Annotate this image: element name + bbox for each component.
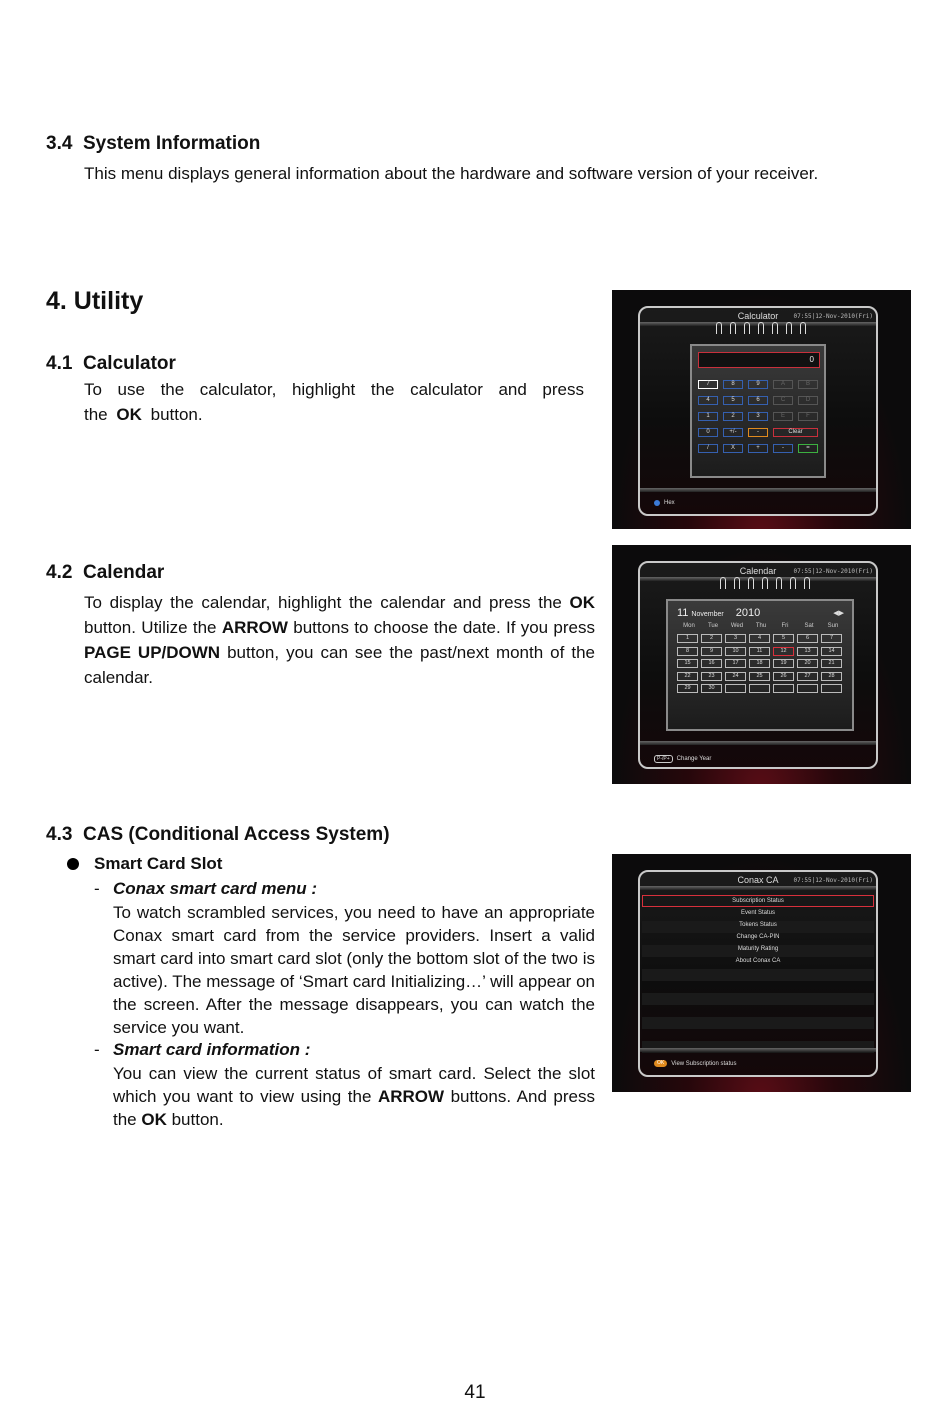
weekday-label: Mon (683, 623, 695, 629)
section-title: Calendar (83, 562, 165, 583)
section-number: 4.1 (46, 353, 73, 374)
sub-heading-conax-menu: Conax smart card menu : (113, 879, 318, 898)
page-key-icon: P-/P+ (654, 755, 673, 763)
screen-title: Calendar (739, 566, 777, 576)
smartcard-info-body: You can view the current status of smart card. Select the slot which you want to view using the ARROW buttons. And press the OK button. (113, 1064, 595, 1129)
page-number: 41 (464, 1382, 486, 1403)
calendar-date-cell[interactable]: 16 (701, 659, 722, 668)
calendar-date-cell[interactable]: 15 (677, 659, 698, 668)
calendar-date-cell[interactable] (797, 684, 818, 693)
dash-marker: - (94, 1040, 100, 1059)
menu-item-change-ca-pin[interactable]: Change CA-PIN (736, 934, 780, 940)
menu-item-tokens-status[interactable]: Tokens Status (739, 922, 777, 928)
section-number: 3.4 (46, 133, 73, 154)
section-4-2-body: To display the calendar, highlight the calendar and press the OK button. Utilize the ARROW buttons to choose the date. If you press PAGE UP/DOWN button, you can see the past/next month of the calendar. (84, 593, 595, 687)
calendar-date-cell[interactable]: 19 (773, 659, 794, 668)
calendar-date-cell[interactable]: 17 (725, 659, 746, 668)
conax-menu-body: To watch scrambled services, you need to have an appropriate Conax smart card from the service providers. Insert a valid smart card into smart card slot (only the bottom slot of the two is active). The message of ‘Smart card Initializing…’ will appear on the screen. After the message disappears, you can watch the service you want. (113, 903, 595, 1037)
calendar-date-cell[interactable]: 27 (797, 672, 818, 681)
section-3-4-heading (46, 133, 260, 155)
calc-key[interactable]: B (798, 380, 818, 389)
calendar-date-cell[interactable]: 13 (797, 647, 818, 656)
section-4-2-heading (46, 562, 164, 584)
binder-rings (720, 577, 810, 589)
footer-rule (640, 1048, 876, 1052)
calendar-date-cell[interactable]: 4 (749, 634, 770, 643)
calendar-year: 2010 (735, 607, 761, 619)
calendar-date-cell[interactable] (725, 684, 746, 693)
screen-clock: 07:55|12-Nov-2010(Fri) (793, 313, 873, 320)
calendar-month: November (691, 611, 724, 618)
calendar-date-cell[interactable]: 3 (725, 634, 746, 643)
footer-rule (640, 488, 876, 492)
section-4-1-heading (46, 353, 176, 375)
weekday-label: Fri (781, 623, 789, 629)
calculator-keypad (698, 380, 818, 453)
section-title: System Information (83, 133, 261, 154)
weekday-label: Sat (804, 623, 814, 629)
calendar-date-cell[interactable]: 10 (725, 647, 746, 656)
bullet-icon (67, 858, 79, 870)
calendar-screenshot (612, 545, 911, 784)
calendar-date-cell[interactable]: 20 (797, 659, 818, 668)
sub-heading-smartcard-info: Smart card information : (113, 1040, 311, 1059)
dash-marker: - (94, 879, 100, 898)
calc-key[interactable]: 8 (723, 380, 743, 389)
screen-clock: 07:55|12-Nov-2010(Fri) (793, 568, 873, 575)
section-title: Calculator (83, 353, 176, 374)
menu-item-about-conax-ca[interactable]: About Conax CA (735, 958, 781, 964)
calendar-date-cell[interactable] (773, 684, 794, 693)
calendar-date-cell[interactable]: 6 (797, 634, 818, 643)
calendar-day: 11 (677, 607, 689, 619)
screen-footer: Hex (654, 500, 675, 506)
calendar-date-cell[interactable]: 8 (677, 647, 698, 656)
screen-title: Calculator (737, 311, 779, 321)
screen-footer: P-/P+ Change Year (654, 755, 711, 763)
calculator-screenshot (612, 290, 911, 529)
calendar-date-cell[interactable]: 29 (677, 684, 698, 693)
calendar-date-cell[interactable]: 12 (773, 647, 794, 656)
calc-equals-key[interactable]: = (798, 444, 818, 453)
calendar-date-cell[interactable]: 2 (701, 634, 722, 643)
calc-key[interactable]: F (798, 412, 818, 421)
calc-key[interactable]: C (773, 396, 793, 405)
calc-key[interactable]: 3 (748, 412, 768, 421)
calendar-date-cell[interactable]: 18 (749, 659, 770, 668)
calc-key[interactable]: 0 (698, 428, 718, 437)
weekday-label: Wed (730, 623, 744, 629)
calc-key[interactable]: E (773, 412, 793, 421)
calc-key[interactable]: / (698, 444, 718, 453)
calculator-panel (690, 344, 826, 478)
calc-key[interactable]: + (748, 444, 768, 453)
title-rule (640, 886, 876, 890)
calendar-date-cell[interactable]: 24 (725, 672, 746, 681)
calendar-date-cell[interactable]: 5 (773, 634, 794, 643)
calendar-panel (666, 599, 854, 731)
ok-key-text: OK (116, 405, 142, 424)
calendar-date-cell[interactable]: 30 (701, 684, 722, 693)
calc-key[interactable]: X (723, 444, 743, 453)
calendar-date-cell[interactable]: 14 (821, 647, 842, 656)
calendar-date-cell[interactable]: 25 (749, 672, 770, 681)
calendar-date-cell[interactable]: 9 (701, 647, 722, 656)
calendar-date-cell[interactable]: 21 (821, 659, 842, 668)
section-number: 4.3 (46, 824, 73, 845)
menu-item-event-status[interactable]: Event Status (740, 910, 776, 916)
tv-frame (638, 306, 878, 516)
calc-key[interactable]: 9 (748, 380, 768, 389)
calc-key[interactable]: +/- (723, 428, 743, 437)
tv-frame (638, 561, 878, 769)
weekday-label: Tue (707, 623, 719, 629)
body-line: To use the calculator, highlight the calculator and press (84, 380, 584, 399)
calc-key[interactable]: - (748, 428, 768, 437)
screen-footer: OK View Subscription status (654, 1060, 737, 1067)
calendar-date-cell[interactable]: 22 (677, 672, 698, 681)
conax-ca-screenshot (612, 854, 911, 1092)
calendar-date-cell[interactable]: 28 (821, 672, 842, 681)
menu-item-maturity-rating[interactable]: Maturity Rating (737, 946, 779, 952)
weekday-label: Thu (755, 623, 767, 629)
section-3-4-body: This menu displays general information about the hardware and software version of your receiver. (84, 164, 819, 183)
section-number: 4.2 (46, 562, 73, 583)
body-line: the OK button. (84, 405, 203, 424)
calculator-display: 0 (698, 352, 820, 368)
screen-title: Conax CA (737, 875, 779, 885)
calc-key[interactable]: 2 (723, 412, 743, 421)
section-title: CAS (Conditional Access System) (83, 824, 390, 845)
screen-clock: 07:55|12-Nov-2010(Fri) (793, 877, 873, 884)
blue-button-icon (654, 500, 660, 506)
calendar-date-cell[interactable]: 23 (701, 672, 722, 681)
binder-rings (716, 322, 806, 334)
footer-rule (640, 741, 876, 745)
calendar-date-cell[interactable] (749, 684, 770, 693)
chapter-4-heading: 4. Utility (46, 287, 144, 315)
calendar-date-cell[interactable]: 7 (821, 634, 842, 643)
calc-key[interactable]: 4 (698, 396, 718, 405)
weekday-header (677, 623, 845, 629)
weekday-label: Sun (827, 623, 839, 629)
calc-key[interactable]: 1 (698, 412, 718, 421)
calc-key[interactable]: A (773, 380, 793, 389)
calendar-date-cell[interactable]: 11 (749, 647, 770, 656)
section-4-3-heading (46, 824, 390, 846)
bullet-heading: Smart Card Slot (94, 854, 223, 873)
calendar-date-cell[interactable]: 1 (677, 634, 698, 643)
calendar-date-cell[interactable] (821, 684, 842, 693)
calc-key[interactable]: 6 (748, 396, 768, 405)
calc-key[interactable]: - (773, 444, 793, 453)
section-4-1-body (84, 377, 584, 427)
menu-item-subscription-status[interactable]: Subscription Status (642, 895, 874, 907)
calendar-date-grid (677, 634, 842, 693)
calc-key[interactable]: 5 (723, 396, 743, 405)
calc-key[interactable]: D (798, 396, 818, 405)
calc-key[interactable]: 7 (698, 380, 718, 389)
tv-frame (638, 870, 878, 1077)
month-nav-icon[interactable]: ◀▶ (833, 610, 844, 617)
calendar-date-cell[interactable]: 26 (773, 672, 794, 681)
calc-clear-key[interactable]: Clear (773, 428, 818, 437)
calendar-header (677, 607, 760, 619)
ok-button-icon: OK (654, 1060, 667, 1067)
